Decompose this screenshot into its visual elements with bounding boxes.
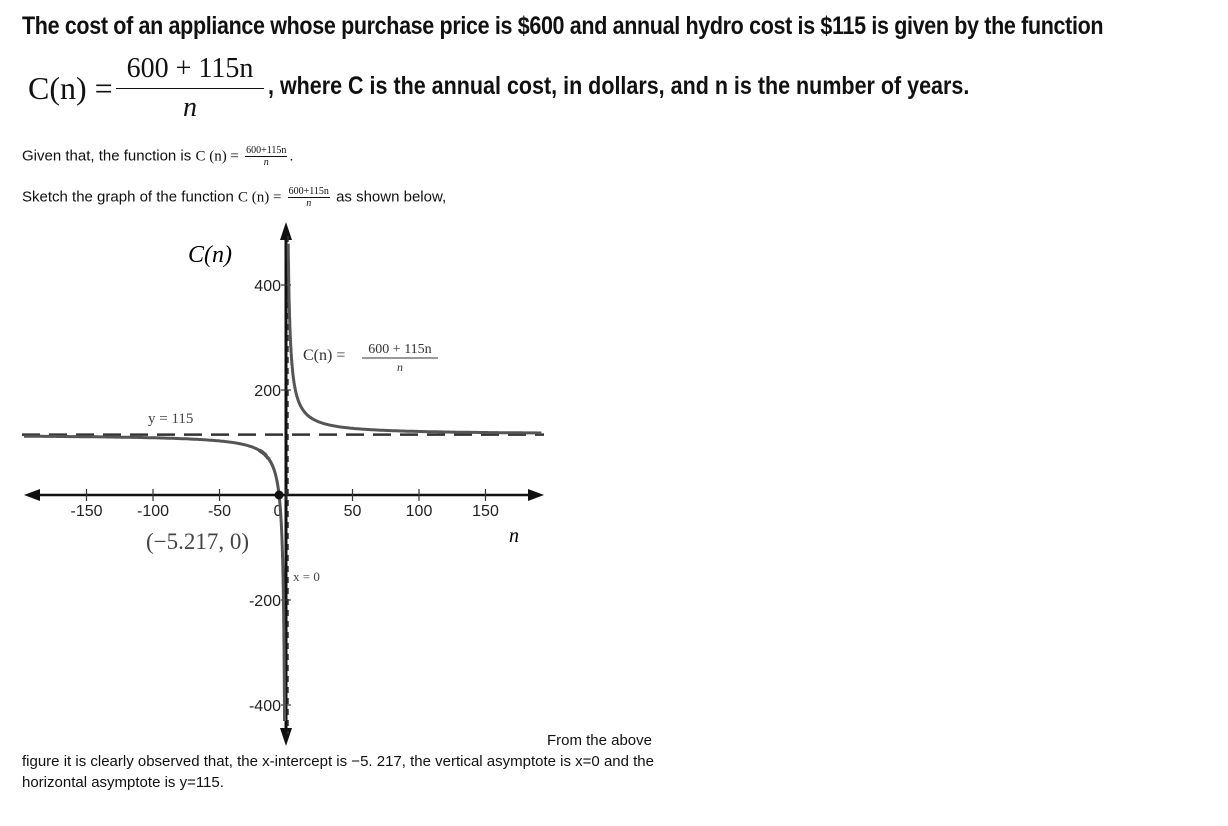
x-intercept-point: [275, 491, 284, 500]
x-tick-label: 0: [273, 503, 283, 520]
x-tick-label: 150: [472, 503, 499, 520]
sketch-frac-den: n: [306, 198, 312, 209]
curve-label-num: 600 + 115n: [368, 342, 432, 357]
given-frac-den: n: [263, 157, 269, 168]
fraction-denominator: n: [183, 92, 197, 123]
x-axis-arrow-left: [24, 489, 40, 501]
sketch-function: C (n) =: [237, 189, 282, 206]
conclusion-line-2: figure it is clearly observed that, the x-intercept is −5. 217, the vertical asymptote is x=0 and the horizontal asymptote is y=115.: [22, 753, 654, 791]
x-tick-label: 100: [405, 503, 433, 520]
sketch-suffix: as shown below,: [331, 188, 447, 206]
function-lhs: C(n) =: [28, 70, 113, 106]
sketch-frac-num: 600+115n: [288, 186, 329, 197]
y-axis-arrow-top: [280, 222, 292, 240]
curve-left-branch: [24, 436, 285, 721]
given-frac-num: 600+115n: [246, 145, 287, 156]
y-tick-label: 200: [254, 383, 281, 400]
conclusion-text: [22, 730, 662, 793]
given-suffix: .: [289, 147, 294, 165]
given-prefix: Given that, the function is: [22, 147, 196, 165]
x-tick-label: -100: [136, 503, 170, 520]
curve-label-den: n: [397, 360, 403, 374]
curve-right-branch: [288, 244, 541, 433]
given-function: C (n) =: [195, 148, 239, 165]
y-tick-label: 400: [254, 278, 281, 295]
y-axis-label: C(n): [188, 242, 232, 268]
vertical-asymptote-label: x = 0: [293, 569, 320, 584]
fraction-numerator: 600 + 115n: [126, 53, 254, 84]
sketch-prefix: Sketch the graph of the function: [22, 188, 238, 206]
intercept-label: (−5.217, 0): [146, 529, 250, 554]
horizontal-asymptote-label: y = 115: [148, 411, 194, 427]
curve-label: [303, 342, 438, 374]
question-line-1: The cost of an appliance whose purchase price is $600 and annual hydro cost is $115 is given by the function: [22, 12, 1104, 40]
y-tick-label: -200: [248, 593, 281, 610]
y-tick-label: -400: [248, 698, 281, 715]
question-line-2: , where C is the annual cost, in dollars, and n is the number of years.: [268, 72, 970, 100]
x-axis-label: n: [509, 525, 519, 547]
x-tick-label: -150: [70, 503, 103, 520]
conclusion-line-1: From the above: [546, 732, 652, 749]
x-tick-label: 50: [343, 503, 362, 520]
x-tick-label: -50: [207, 503, 232, 520]
x-axis-arrow-right: [528, 489, 544, 501]
curve-label-lhs: C(n) =: [303, 347, 346, 364]
